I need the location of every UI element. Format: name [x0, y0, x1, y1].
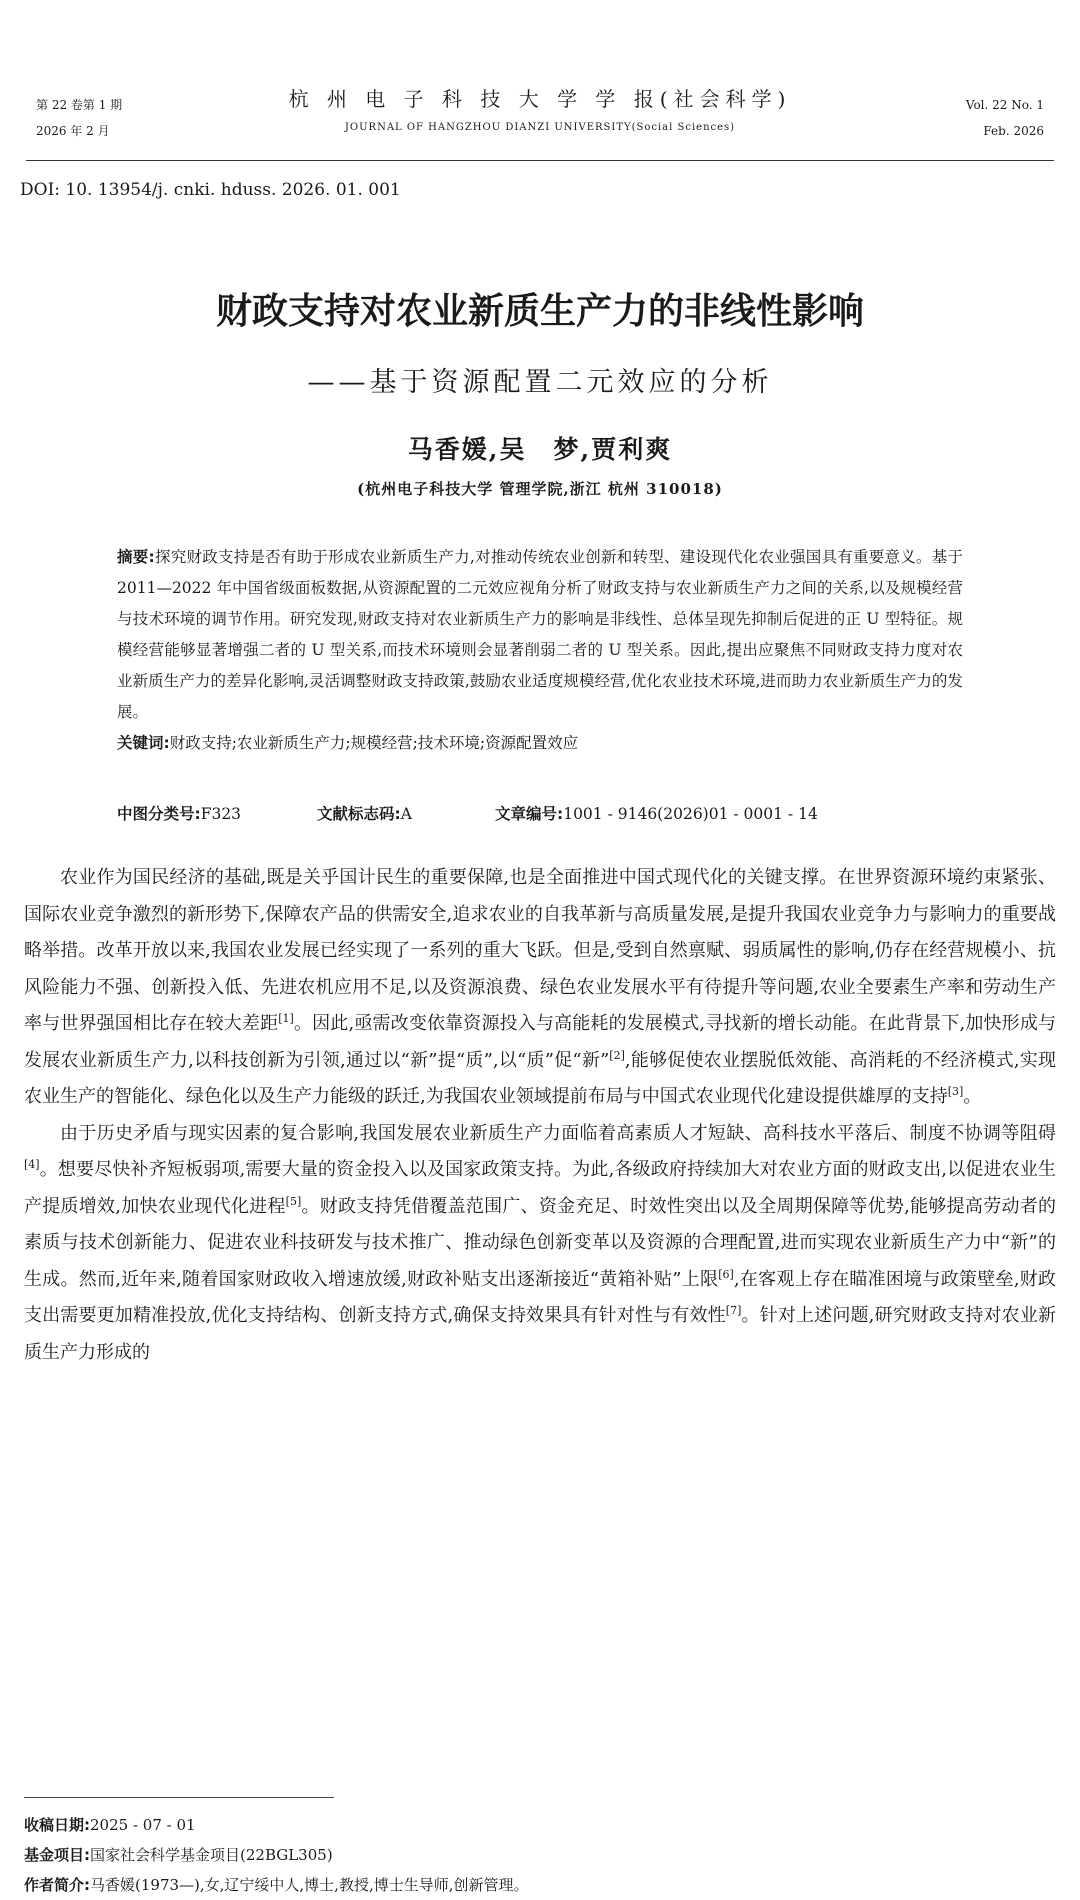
paragraph-2	[24, 1116, 1056, 1372]
header-rule	[26, 160, 1054, 161]
paragraph-1	[24, 860, 1056, 1116]
journal-title-cn: 杭 州 电 子 科 技 大 学 学 报(社会科学)	[288, 87, 792, 111]
received-date	[24, 1810, 529, 1840]
fund-label: 基金项目:	[24, 1846, 90, 1864]
received-label: 收稿日期:	[24, 1816, 90, 1834]
doc-code-value: A	[400, 805, 412, 823]
p2-text-d: ,在客观上存在瞄准困境与政策壁垒,财政支出需要更加精准投放,优化支持结构、创新支持方式,确保支持效果具有针对性与有效性	[24, 1268, 1056, 1326]
article-no-label: 文章编号:	[495, 805, 564, 823]
citation-7: [7]	[725, 1304, 742, 1317]
article-no-value: 1001 - 9146(2026)01 - 0001 - 14	[563, 805, 818, 823]
abstract	[117, 542, 963, 759]
volume-issue-cn: 第 22 卷第 1 期	[36, 98, 123, 112]
citation-2: [2]	[609, 1048, 625, 1062]
paper-subtitle: ——基于资源配置二元效应的分析	[307, 367, 773, 398]
running-header	[36, 86, 1044, 142]
date-en: Feb. 2026	[983, 124, 1044, 138]
p2-text-a: 由于历史矛盾与现实因素的复合影响,我国发展农业新质生产力面临着高素质人才短缺、高科技水平落后、制度不协调等阻碍	[60, 1122, 1056, 1144]
clc-value: F323	[200, 805, 242, 823]
volume-issue-en: Vol. 22 No. 1	[965, 98, 1044, 112]
received-value: 2025 - 07 - 01	[90, 1816, 196, 1834]
p2-text-b: 。想要尽快补齐短板弱项,需要大量的资金投入以及国家政策支持。为此,各级政府持续加大对农业方面的财政支出,以促进农业生产提质增效,加快农业现代化进程	[24, 1159, 1056, 1217]
p2-text-e: 。针对上述问题,研究财政支持对农业新质生产力形成的	[24, 1305, 1056, 1363]
p1-text-d: 。	[963, 1086, 982, 1107]
abstract-text: 探究财政支持是否有助于形成农业新质生产力,对推动传统农业创新和转型、建设现代化农业强国具有重要意义。基于 2011—2022 年中国省级面板数据,从资源配置的二元效应视角分析了财政支持与农业新质生产力之间的关系,以及规模经营与技术环境的调节作用。研究发现,财政支持对农业新质生产力的影响是非线性、总体呈现先抑制后促进的正 U 型特征。规模经营能够显著增强二者的 U 型关系,而技术环境则会显著削弱二者的 U 型关系。因此,提出应聚焦不同财政支持力度对农业新质生产力的差异化影响,灵活调整财政支持政策,鼓励农业适度规模经营,优化农业技术环境,进而助力农业新质生产力的发展。	[117, 548, 963, 721]
citation-3: [3]	[947, 1085, 964, 1098]
fund-project	[24, 1840, 529, 1870]
citation-1: [1]	[278, 1012, 294, 1025]
citation-4: [4]	[24, 1158, 40, 1171]
footnotes	[24, 1810, 529, 1900]
author-bio	[24, 1870, 529, 1900]
p1-text-b: 。因此,亟需改变依靠资源投入与高能耗的发展模式,寻找新的增长动能。在此背景下,加快形成与发展农业新质生产力,以科技创新为引领,通过以“新”提“质”,以“质”促“新”	[24, 1013, 1056, 1071]
keywords-label: 关键词:	[117, 734, 170, 752]
doc-code-label: 文献标志码:	[317, 805, 401, 823]
author-bio-label: 作者简介:	[24, 1876, 90, 1894]
footnote-rule	[24, 1797, 334, 1798]
citation-6: [6]	[718, 1267, 734, 1281]
author-list: 马香媛,吴 梦,贾利爽	[407, 435, 673, 464]
doi: DOI: 10. 13954/j. cnki. hduss. 2026. 01. 001	[20, 180, 401, 200]
body-text	[24, 860, 1056, 1371]
clc-label: 中图分类号:	[117, 805, 201, 823]
journal-title-en: JOURNAL OF HANGZHOU DIANZI UNIVERSITY(Social Sciences)	[344, 122, 736, 133]
date-cn: 2026 年 2 月	[36, 124, 110, 138]
fund-value: 国家社会科学基金项目(22BGL305)	[90, 1846, 333, 1864]
keywords-text: 财政支持;农业新质生产力;规模经营;技术环境;资源配置效应	[169, 734, 579, 752]
classification-line	[117, 799, 963, 830]
header-center	[36, 86, 1044, 133]
author-bio-value: 马香媛(1973—),女,辽宁绥中人,博士,教授,博士生导师,创新管理。	[90, 1876, 529, 1894]
affiliation: (杭州电子科技大学 管理学院,浙江 杭州 310018)	[357, 480, 723, 498]
p2-text-c: 。财政支持凭借覆盖范围广、资金充足、时效性突出以及全周期保障等优势,能够提高劳动者的素质与技术创新能力、促进农业科技研发与技术推广、推动绿色创新变革以及资源的合理配置,进而实现农业新质生产力中“新”的生成。然而,近年来,随着国家财政收入增速放缓,财政补贴支出逐渐接近“黄箱补贴”上限	[24, 1195, 1056, 1290]
citation-5: [5]	[285, 1194, 302, 1208]
p1-text-c: ,能够促使农业摆脱低效能、高消耗的不经济模式,实现农业生产的智能化、绿色化以及生产力能级的跃迁,为我国农业领域提前布局与中国式农业现代化建设提供雄厚的支持	[24, 1049, 1057, 1107]
paper-title: 财政支持对农业新质生产力的非线性影响	[215, 291, 864, 332]
abstract-label: 摘要:	[117, 548, 155, 566]
header-right	[966, 92, 1044, 144]
p1-text-a: 农业作为国民经济的基础,既是关乎国计民生的重要保障,也是全面推进中国式现代化的关键支撑。在世界资源环境约束紧张、国际农业竞争激烈的新形势下,保障农产品的供需安全,追求农业的自我革新与高质量发展,是提升我国农业竞争力与影响力的重要战略举措。改革开放以来,我国农业发展已经实现了一系列的重大飞跃。但是,受到自然禀赋、弱质属性的影响,仍存在经营规模小、抗风险能力不强、创新投入低、先进农机应用不足,以及资源浪费、绿色农业发展水平有待提升等问题,农业全要素生产率和劳动生产率与世界强国相比存在较大差距	[24, 867, 1056, 1034]
